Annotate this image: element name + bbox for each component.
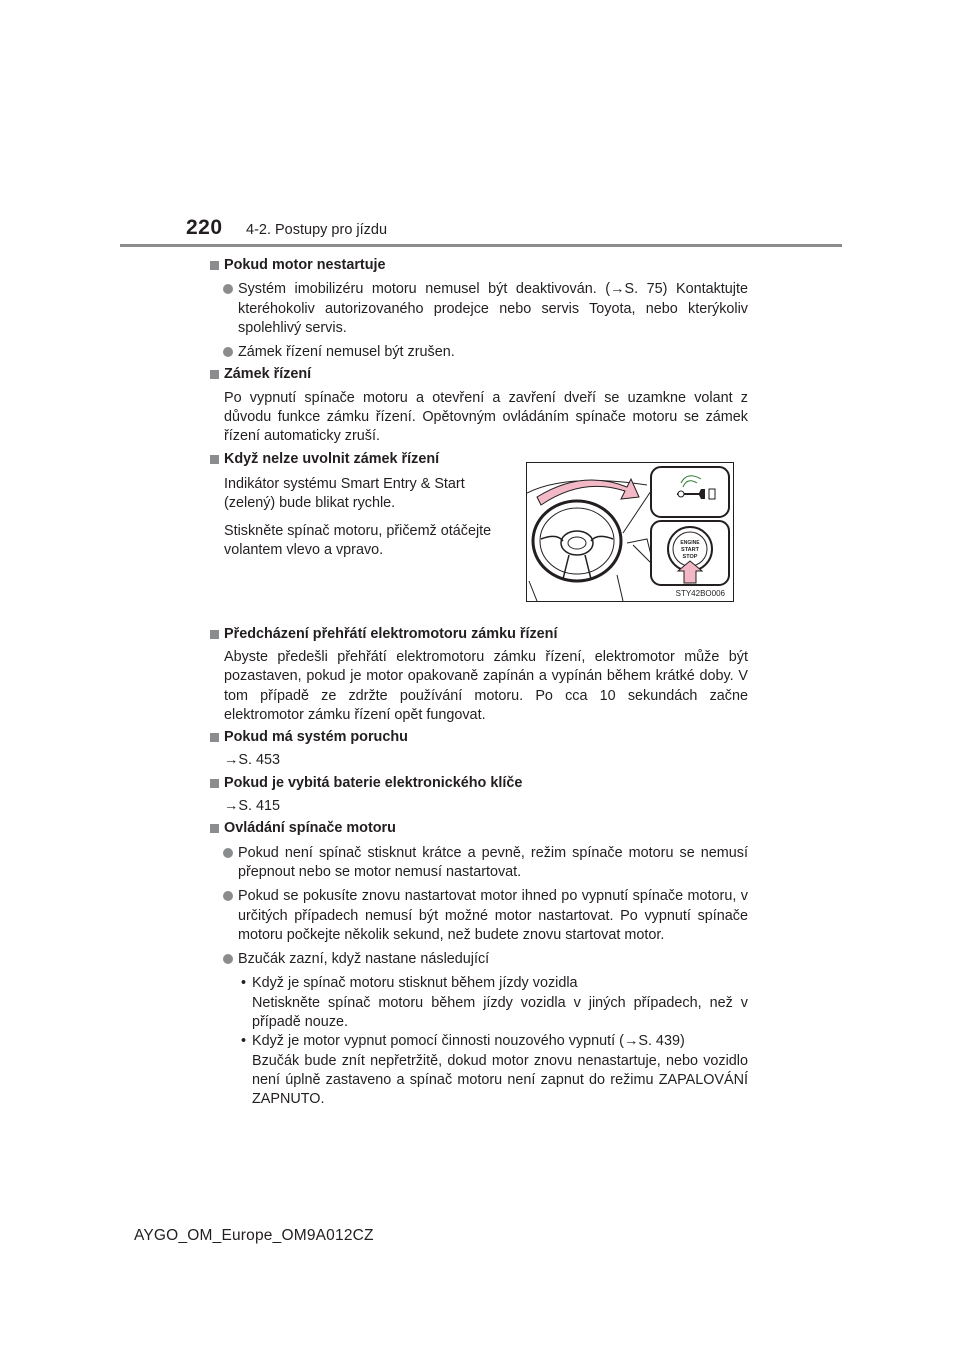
header-divider bbox=[120, 244, 842, 247]
figure-code: STY42BO006 bbox=[675, 589, 725, 598]
sub-item-title: Když je motor vypnut pomocí činnosti nouzového vypnutí (→S. 439) bbox=[252, 1033, 685, 1050]
figure-text bbox=[210, 475, 514, 568]
section-heading: Pokud je vybitá baterie elektronického klíče bbox=[210, 774, 748, 793]
section-heading: Zámek řízení bbox=[210, 365, 748, 384]
paragraph: Stiskněte spínač motoru, přičemž otáčejte volantem vlevo a vpravo. bbox=[224, 522, 492, 558]
bullet-item: Zámek řízení nemusel být zrušen. bbox=[210, 343, 748, 362]
steering-wheel-icon bbox=[527, 463, 733, 601]
sub-item-text: Netiskněte spínač motoru během jízdy vozidla v jiných případech, než v případě nouze. bbox=[252, 994, 748, 1031]
section-heading: Pokud má systém poruchu bbox=[210, 728, 748, 747]
sub-item bbox=[210, 974, 748, 1032]
section-engine-not-start bbox=[210, 256, 748, 362]
sub-item bbox=[210, 1032, 748, 1109]
button-label: ENGINE bbox=[680, 540, 700, 546]
section-heading: Pokud motor nestartuje bbox=[210, 256, 748, 275]
paragraph: Indikátor systému Smart Entry & Start (zelený) bude blikat rychle. bbox=[224, 475, 465, 512]
page-number: 220 bbox=[186, 216, 223, 239]
section-overheat bbox=[210, 625, 748, 725]
sub-item-text: Bzučák bude znít nepřetržitě, dokud motor znovu nenastartuje, nebo vozidlo není úplně zastaveno a spínač motoru není zapnut do režimu ZAPALOVÁNÍ ZAPNUTO. bbox=[252, 1052, 748, 1108]
page-reference: →S. 453 bbox=[224, 752, 280, 769]
section-switch-operation bbox=[210, 819, 748, 1109]
steering-illustration bbox=[526, 462, 734, 602]
section-title: 4-2. Postupy pro jízdu bbox=[246, 222, 388, 238]
section-heading: Ovládání spínače motoru bbox=[210, 819, 748, 838]
page-reference: →S. 415 bbox=[224, 798, 280, 815]
bullet-item: Bzučák zazní, když nastane následující bbox=[210, 950, 748, 969]
button-label: START bbox=[681, 547, 699, 553]
footer-doc-id: AYGO_OM_Europe_OM9A012CZ bbox=[134, 1227, 374, 1244]
content bbox=[210, 254, 748, 1113]
paragraph: Po vypnutí spínače motoru a otevření a zavření dveří se uzamkne volant z důvodu funkce zámku řízení. Opětovným ovládáním spínače motoru se zámek řízení automaticky zruší. bbox=[224, 389, 748, 445]
section-heading: Když nelze uvolnit zámek řízení bbox=[210, 450, 748, 469]
paragraph: Abyste předešli přehřátí elektromotoru zámku řízení, elektromotor může být pozastaven, pokud je motor opakovaně zapínán a vypínán během krátké doby. V tom případě ze zdržte používání motoru. Po cca 10 sekundách začne elektromotor zámku řízení opět fungovat. bbox=[224, 648, 748, 723]
bullet-item: Pokud není spínač stisknut krátce a pevně, režim spínače motoru se nemusí přepnout nebo se motor nemusí nastartovat. bbox=[210, 844, 748, 883]
sub-bullet: • bbox=[241, 975, 247, 992]
section-heading: Předcházení přehřátí elektromotoru zámku řízení bbox=[210, 625, 748, 644]
bullet-item: Systém imobilizéru motoru nemusel být deaktivován. (→S. 75) Kontaktujte kteréhokoliv autorizovaného prodejce nebo servis Toyota, nebo kterýkoliv spolehlivý servis. bbox=[210, 280, 748, 338]
bullet-item: Pokud se pokusíte znovu nastartovat motor ihned po vypnutí spínače motoru, v určitých případech nemusí být možné motor nastartovat. Po vypnutí spínače motoru počkejte několik sekund, než budete znovu startovat motor. bbox=[210, 887, 748, 945]
button-label: STOP bbox=[682, 554, 698, 560]
sub-item-title: Když je spínač motoru stisknut během jízdy vozidla bbox=[252, 975, 578, 992]
section-malfunction bbox=[210, 728, 748, 771]
section-steering-lock bbox=[210, 365, 748, 446]
sub-bullet: • bbox=[241, 1033, 247, 1050]
section-key-battery bbox=[210, 774, 748, 817]
